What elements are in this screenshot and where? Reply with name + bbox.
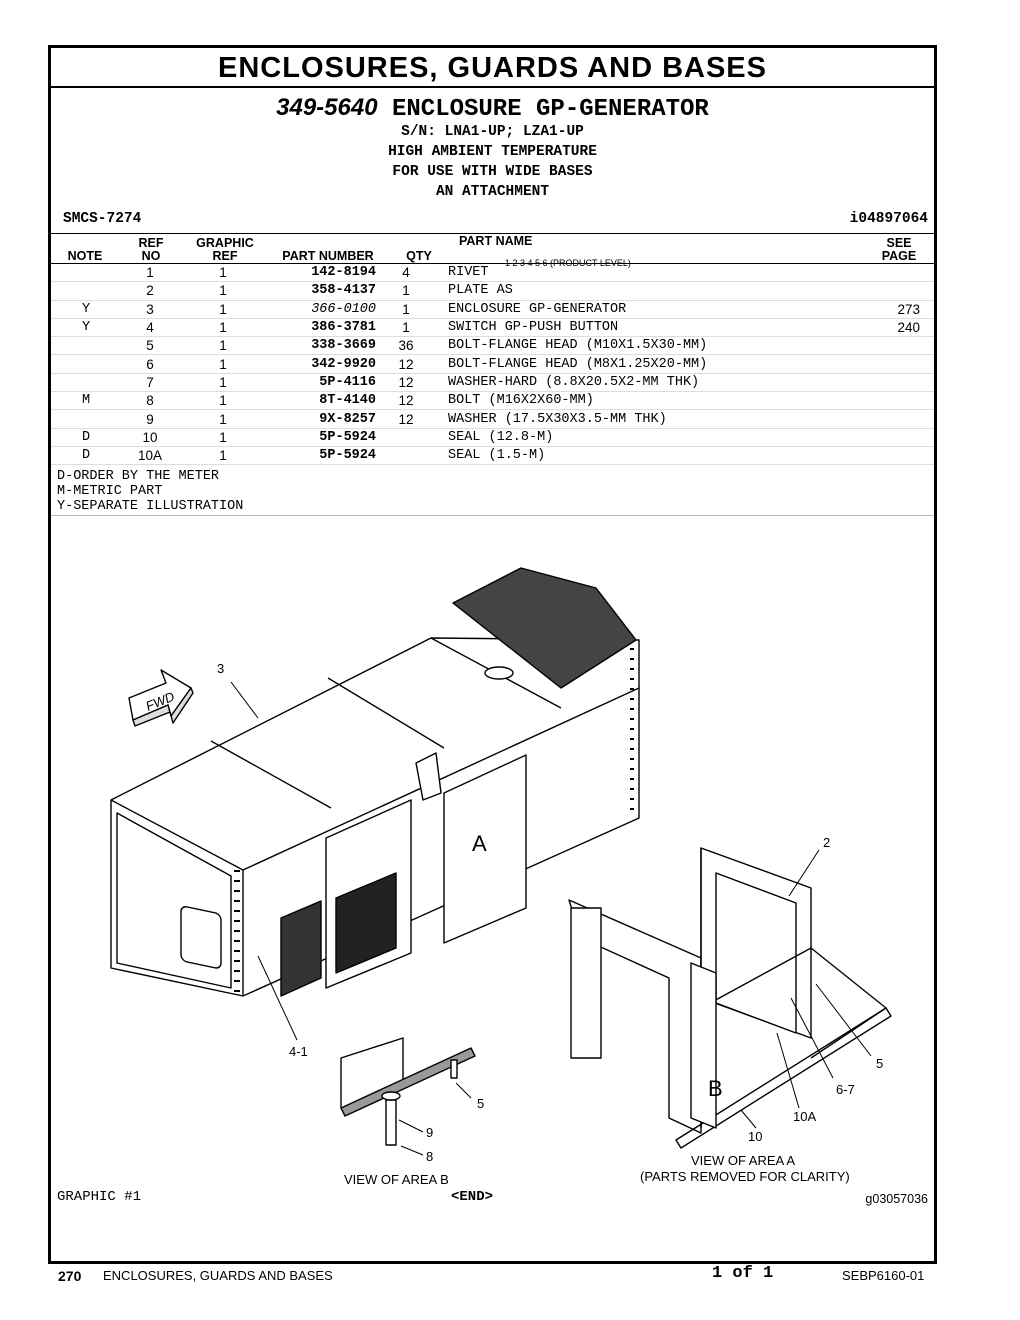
row-part-name: SEAL (1.5-M) [436, 446, 848, 464]
row-ref: 10A [121, 446, 179, 464]
row-graphic: 1 [179, 318, 267, 336]
row-ref: 3 [121, 300, 179, 318]
callout-10a: 10A [793, 1109, 817, 1124]
row-note: D [51, 428, 121, 446]
row-part-number[interactable]: 8T-4140 [267, 392, 376, 410]
row-qty: 1 [376, 282, 436, 300]
callout-5: 5 [876, 1056, 884, 1071]
view-b-caption: VIEW OF AREA B [344, 1172, 449, 1187]
row-ref: 5 [121, 337, 179, 355]
exploded-view-illustration [51, 48, 934, 1261]
callout-6-7: 6-7 [836, 1082, 855, 1097]
page-of: 1 of 1 [712, 1264, 774, 1283]
row-qty: 12 [376, 392, 436, 410]
row-ref: 10 [121, 428, 179, 446]
row-graphic: 1 [179, 355, 267, 373]
row-part-name: BOLT-FLANGE HEAD (M10X1.5X30-MM) [436, 337, 848, 355]
row-ref: 2 [121, 282, 179, 300]
row-part-name: SEAL (12.8-M) [436, 428, 848, 446]
row-qty: 12 [376, 355, 436, 373]
callout-10: 10 [748, 1129, 763, 1144]
row-qty: 12 [376, 373, 436, 391]
smcs-code: SMCS-7274 [63, 211, 142, 227]
row-qty: 12 [376, 410, 436, 428]
callout-5b: 5 [477, 1096, 485, 1111]
row-ref: 8 [121, 392, 179, 410]
col-graphic-line1: GRAPHIC [196, 236, 254, 250]
product-level-scale: 1 2 3 4 5 6 (PRODUCT LEVEL) [505, 258, 631, 268]
col-see-line2: PAGE [881, 249, 917, 263]
col-part-number: PART NUMBER [282, 249, 374, 263]
row-part-number[interactable]: 358-4137 [267, 282, 376, 300]
illustration-id: i04897064 [849, 211, 928, 227]
row-note: M [51, 392, 121, 410]
col-see-line1: SEE [886, 236, 912, 250]
view-a-note: (PARTS REMOVED FOR CLARITY) [640, 1169, 850, 1184]
row-part-name: WASHER (17.5X30X3.5-MM THK) [436, 410, 848, 428]
graphic-label: GRAPHIC #1 [57, 1189, 142, 1205]
doc-id: SEBP6160-01 [842, 1268, 925, 1283]
row-part-name: BOLT-FLANGE HEAD (M8X1.25X20-MM) [436, 355, 848, 373]
callout-area-a: A [472, 831, 487, 856]
row-note: Y [51, 318, 121, 336]
view-a-caption: VIEW OF AREA A [691, 1153, 796, 1168]
section-title: ENCLOSURES, GUARDS AND BASES [51, 48, 934, 88]
row-note: D [51, 446, 121, 464]
description-line: AN ATTACHMENT [435, 184, 550, 200]
col-part-name: PART NAME [459, 234, 533, 248]
note-y: Y-SEPARATE ILLUSTRATION [57, 499, 244, 514]
row-graphic: 1 [179, 446, 267, 464]
callout-8: 8 [426, 1149, 434, 1164]
row-see-page[interactable]: 240 [848, 318, 934, 336]
description-line: FOR USE WITH WIDE BASES [392, 164, 593, 180]
page-frame [48, 45, 937, 1264]
description-line: HIGH AMBIENT TEMPERATURE [388, 144, 597, 160]
row-part-name: RIVET [436, 264, 848, 282]
callout-area-b: B [708, 1076, 723, 1101]
callout-4-1: 4-1 [289, 1044, 308, 1059]
row-part-name: BOLT (M16X2X60-MM) [436, 392, 848, 410]
row-see-page[interactable]: 273 [848, 300, 934, 318]
row-graphic: 1 [179, 410, 267, 428]
graphic-id: g03057036 [865, 1192, 928, 1206]
row-ref: 7 [121, 373, 179, 391]
row-ref: 9 [121, 410, 179, 428]
note-d: D-ORDER BY THE METER [57, 469, 220, 484]
row-part-number[interactable]: 386-3781 [267, 318, 376, 336]
row-part-number[interactable]: 9X-8257 [267, 410, 376, 428]
group-name: ENCLOSURE GP-GENERATOR [391, 96, 709, 123]
callout-3: 3 [217, 661, 225, 676]
view-b-detail [341, 1038, 475, 1145]
callout-2: 2 [823, 835, 831, 850]
row-part-number[interactable]: 342-9920 [267, 355, 376, 373]
row-part-number[interactable]: 142-8194 [267, 264, 376, 282]
fwd-label: FWD [143, 688, 177, 714]
row-qty: 1 [376, 318, 436, 336]
end-marker: <END> [451, 1189, 494, 1205]
col-ref-no-line1: REF [138, 236, 164, 250]
row-graphic: 1 [179, 428, 267, 446]
row-part-number[interactable]: 5P-5924 [267, 428, 376, 446]
row-graphic: 1 [179, 337, 267, 355]
row-note: Y [51, 300, 121, 318]
col-ref-no-line2: NO [141, 249, 161, 263]
col-qty: QTY [406, 249, 432, 263]
row-ref: 4 [121, 318, 179, 336]
note-m: M-METRIC PART [57, 484, 163, 499]
row-part-number[interactable]: 338-3669 [267, 337, 376, 355]
serial-range: S/N: LNA1-UP; LZA1-UP [401, 124, 584, 140]
row-part-name: PLATE AS [436, 282, 848, 300]
row-ref: 1 [121, 264, 179, 282]
row-graphic: 1 [179, 300, 267, 318]
row-graphic: 1 [179, 264, 267, 282]
row-part-number[interactable]: 366-0100 [267, 300, 376, 318]
group-part-number: 349-5640 [276, 94, 378, 121]
row-qty: 4 [376, 264, 436, 282]
callout-9: 9 [426, 1125, 434, 1140]
enclosure-body [111, 568, 639, 996]
view-a-base-frame [569, 848, 891, 1148]
row-graphic: 1 [179, 373, 267, 391]
row-part-number[interactable]: 5P-5924 [267, 446, 376, 464]
row-qty: 36 [376, 337, 436, 355]
row-part-name: ENCLOSURE GP-GENERATOR [436, 300, 848, 318]
row-graphic: 1 [179, 282, 267, 300]
col-graphic-line2: REF [212, 249, 238, 263]
page-number: 270 [58, 1268, 82, 1284]
row-part-name: WASHER-HARD (8.8X20.5X2-MM THK) [436, 373, 848, 391]
col-note: NOTE [67, 249, 103, 263]
row-graphic: 1 [179, 392, 267, 410]
row-part-number[interactable]: 5P-4116 [267, 373, 376, 391]
row-ref: 6 [121, 355, 179, 373]
row-part-name: SWITCH GP-PUSH BUTTON [436, 318, 848, 336]
footer-section: ENCLOSURES, GUARDS AND BASES [103, 1268, 333, 1283]
row-qty: 1 [376, 300, 436, 318]
